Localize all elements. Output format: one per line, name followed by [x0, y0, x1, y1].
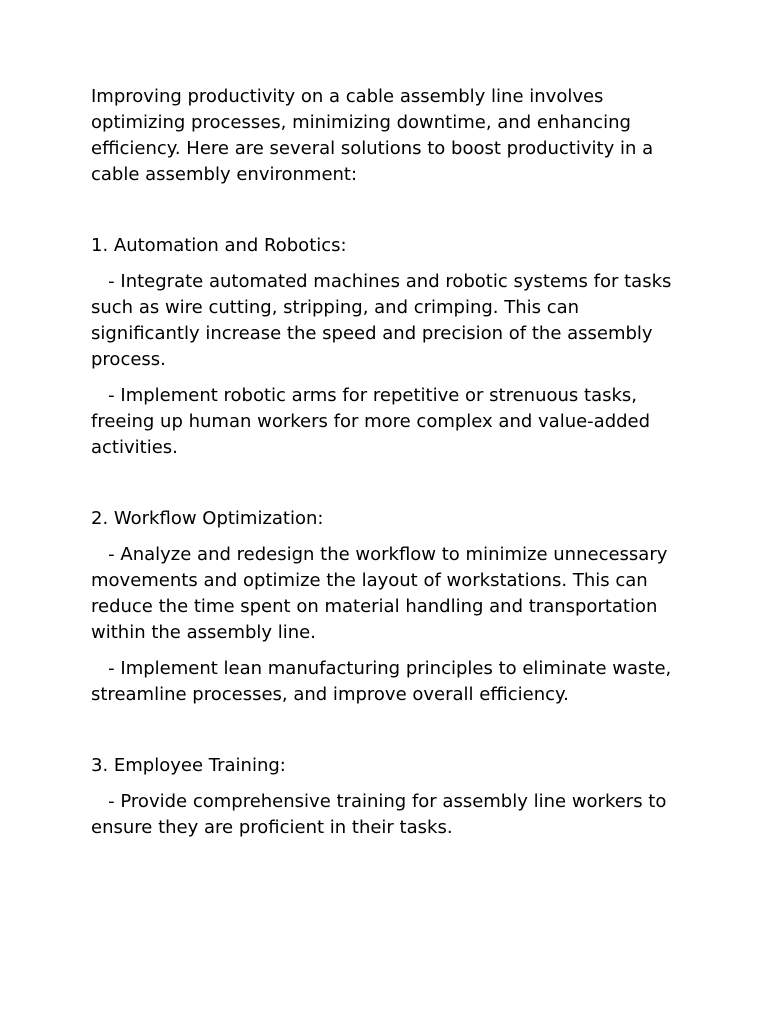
bullet-paragraph: - Integrate automated machines and robotic systems for tasks such as wire cutting, stripping, and crimping. This can significantly increase the speed and precision of the assembly process.: [91, 271, 678, 370]
section-heading-training: 3. Employee Training:: [91, 755, 286, 776]
section-heading-workflow: 2. Workflow Optimization:: [91, 508, 324, 529]
bullet-paragraph: - Provide comprehensive training for assembly line workers to ensure they are proficient in their tasks.: [91, 791, 673, 838]
bullet-paragraph: - Implement robotic arms for repetitive or strenuous tasks, freeing up human workers for more complex and value-added activities.: [91, 385, 656, 458]
bullet-paragraph: - Implement lean manufacturing principles to eliminate waste, streamline processes, and improve overall efficiency.: [91, 658, 677, 705]
bullet-paragraph: - Analyze and redesign the workflow to minimize unnecessary movements and optimize the layout of workstations. This can reduce the time spent on material handling and transportation within the assembly line.: [91, 544, 674, 643]
document-page: [91, 84, 691, 851]
section-heading-automation: 1. Automation and Robotics:: [91, 235, 347, 256]
intro-paragraph: Improving productivity on a cable assembly line involves optimizing processes, minimizing downtime, and enhancing efficiency. Here are several solutions to boost productivity in a cable assembly environment:: [91, 86, 659, 185]
